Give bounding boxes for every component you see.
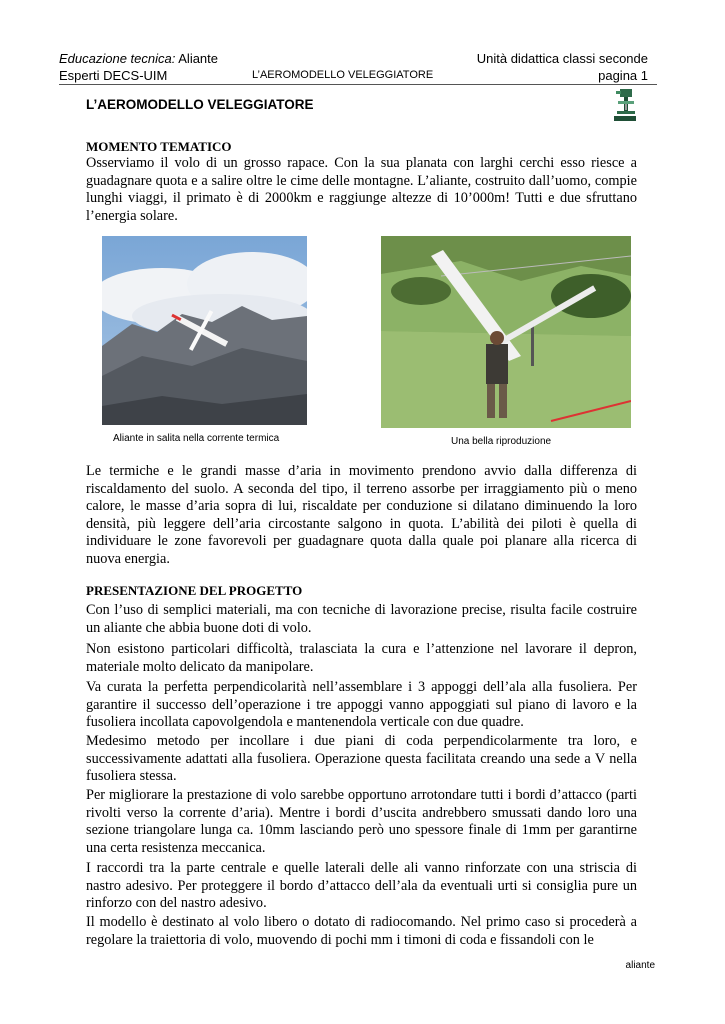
photo-model-glider-launch-image: [381, 236, 631, 428]
section-heading-progetto: PRESENTAZIONE DEL PROGETTO: [86, 583, 303, 598]
paragraph-momento: Osserviamo il volo di un grosso rapace. Con la sua planata con larghi cerchi esso riesce a guadagnare quota e a salire oltre le cime delle montagne. L’aliante, costruito dall’uomo, compie lunghi viaggi, il primato è di 2000km e raggiunge altezze di 10’000m! Tutti e due sfruttano l’energia solare.: [86, 155, 637, 224]
paragraph-progetto-7: Il modello è destinato al volo libero o dotato di radiocomando. Nel primo caso si procederà a regolare la traiettoria di volo, muovendo di pochi mm i timoni di coda e fissandoli con le: [86, 914, 637, 948]
header-page-number: pagina 1: [598, 68, 648, 83]
photo-glider-in-thermal-image: [102, 236, 307, 425]
paragraph-progetto-5: Per migliorare la prestazione di volo sarebbe opportuno arrotondare tutti i bordi d’attacco (parti rivolti verso la corrente d’aria). Mentre i bordi d’uscita andrebbero smussati dando loro una sezione triangolare lunga ca. 10mm lasciando però uno spessore finale di 1mm per garantirne una certa resistenza meccanica.: [86, 787, 637, 856]
caption-right-photo: Una bella riproduzione: [451, 436, 552, 447]
paragraph-progetto-1: Con l’uso di semplici materiali, ma con tecniche di lavorazione precise, risulta facile costruire un aliante che abbia buone doti di volo.: [86, 602, 637, 636]
paragraph-progetto-4: Medesimo metodo per incollare i due piani di coda perpendicolarmente tra loro, e successivamente adattati alla fusoliera. Operazione questa facilitata creando una sede a V nella fusoliera stessa.: [86, 733, 637, 784]
paragraph-termiche: Le termiche e le grandi masse d’aria in movimento prendono avvio dalla differenza di riscaldamento del suolo. A seconda del tipo, il terreno assorbe per irraggiamento più o meno calore, le masse d’aria sopra di lui, riscaldate per conduzione si dilatano diminuendo la loro densità, più leggere dell’aria circostante salgono in quota. L’abilità dei piloti è quella di individuare le zone favorevoli per guadagnare quota dalla quale poi planare alla ricerca di nuova energia.: [86, 463, 637, 567]
document-title: L’AEROMODELLO VELEGGIATORE: [86, 97, 314, 112]
paragraph-progetto-2: Non esistono particolari difficoltà, tralasciata la cura e l’attenzione nel lavorare il depron, materiale molto delicato da manipolare.: [86, 641, 637, 675]
caption-left-photo: Aliante in salita nella corrente termica: [113, 433, 280, 444]
header-subject-label: Educazione tecnica:: [59, 51, 176, 66]
header-unit: Unità didattica classi seconde: [476, 51, 648, 66]
paragraph-progetto-6: I raccordi tra la parte centrale e quelle laterali delle ali vanno rinforzate con una striscia di nastro adesivo. Per proteggere il bordo d’attacco dell’ala da eventuali urti si consiglia pure un rinforzo con del nastro adesivo.: [86, 860, 637, 911]
paragraph-progetto-3: Va curata la perfetta perpendicolarità nell’assemblare i 3 appoggi dell’ala alla fusoliera. Per garantire il successo dell’operazione i tre appoggi vanno appoggiati sul piano di lavoro e la fusoliera incollata capovolgendola e mantenendola verticale con due quadre.: [86, 679, 637, 730]
section-heading-momento: MOMENTO TEMATICO: [86, 139, 232, 154]
header-experts: Esperti DECS-UIM: [59, 68, 168, 83]
page-footer: aliante: [625, 960, 655, 971]
header-subject: [59, 51, 218, 66]
photo-glider-in-thermal: [102, 236, 307, 425]
header-subject-topic: Aliante: [175, 51, 219, 66]
header-doc-title: L’AEROMODELLO VELEGGIATORE: [252, 69, 434, 81]
photo-model-glider-launch: [381, 236, 631, 428]
header-divider: [59, 84, 657, 85]
drill-press-logo-icon: [612, 88, 638, 122]
